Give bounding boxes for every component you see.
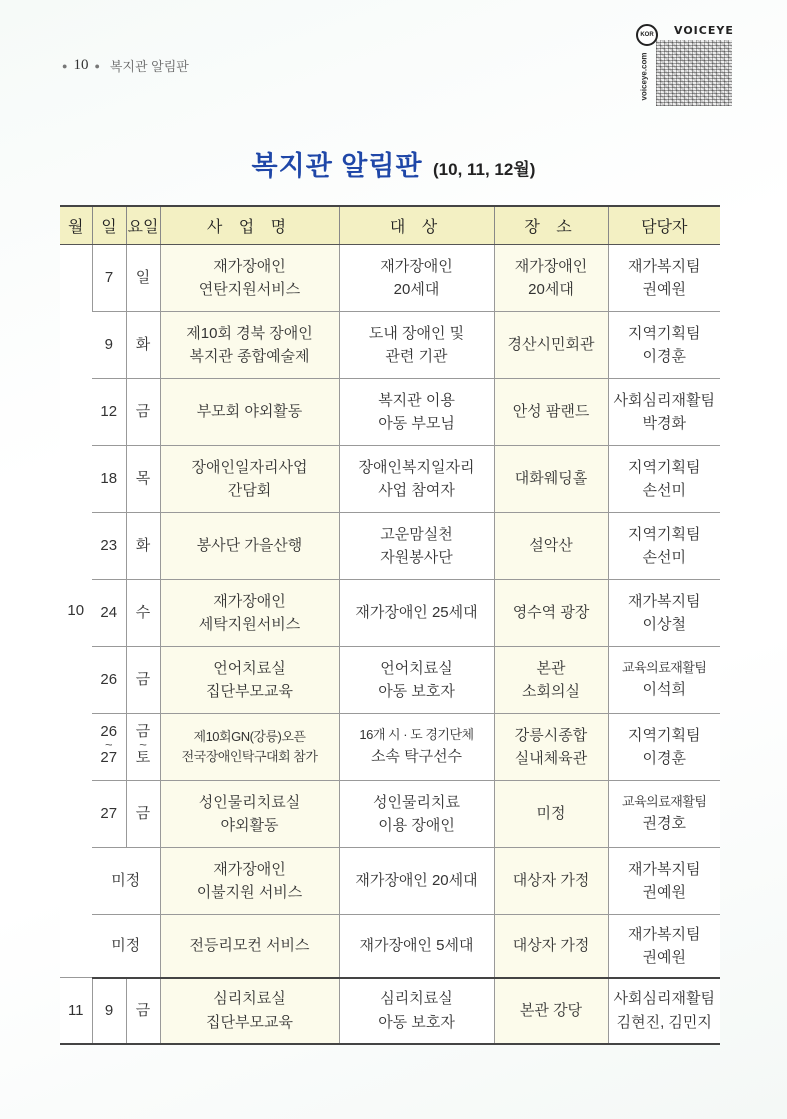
table-row	[60, 245, 720, 312]
col-day: 일	[92, 206, 126, 245]
table-row	[60, 781, 720, 848]
table-row	[60, 312, 720, 379]
program-cell: 성인물리치료실 야외활동	[160, 781, 339, 848]
place-cell: 재가장애인 20세대	[494, 245, 608, 312]
voiceye-logo: VOICEYE	[674, 24, 734, 37]
title-main: 복지관 알림판	[251, 151, 423, 181]
manager-cell: 재가복지팀 이상철	[608, 580, 720, 647]
program-cell: 언어치료실 집단부모교육	[160, 647, 339, 714]
table-row	[60, 580, 720, 647]
page-header	[62, 56, 189, 75]
program-cell: 장애인일자리사업 간담회	[160, 446, 339, 513]
col-program: 사 업 명	[160, 206, 339, 245]
weekday-cell: 금	[126, 978, 160, 1044]
place-cell: 설악산	[494, 513, 608, 580]
bullet-icon: ●	[94, 60, 100, 71]
date-cell: 미정	[92, 848, 160, 915]
voiceye-url: voiceye.com	[639, 52, 649, 101]
manager-cell: 교육의료재활팀 이석희	[608, 647, 720, 714]
col-month: 월	[60, 206, 92, 245]
day-cell: 26	[92, 647, 126, 714]
day-cell: 9	[92, 978, 126, 1044]
target-cell: 재가장애인 20세대	[339, 245, 494, 312]
manager-cell: 지역기획팀 손선미	[608, 446, 720, 513]
target-cell: 언어치료실 아동 보호자	[339, 647, 494, 714]
weekday-cell: 금	[126, 647, 160, 714]
place-cell: 미정	[494, 781, 608, 848]
place-cell: 대상자 가정	[494, 915, 608, 978]
manager-cell: 지역기획팀 손선미	[608, 513, 720, 580]
manager-cell: 재가복지팀 권예원	[608, 245, 720, 312]
place-cell: 경산시민회관	[494, 312, 608, 379]
tilde-separator: ~	[104, 737, 113, 753]
manager-cell: 지역기획팀 이경훈	[608, 714, 720, 781]
place-cell: 안성 팜랜드	[494, 379, 608, 446]
weekday-cell: 화	[126, 513, 160, 580]
table-row	[60, 714, 720, 781]
target-cell: 16개 시 · 도 경기단체 소속 탁구선수	[339, 714, 494, 781]
program-cell: 제10회 경북 장애인 복지관 종합예술제	[160, 312, 339, 379]
page-title	[0, 144, 787, 183]
program-cell: 전등리모컨 서비스	[160, 915, 339, 978]
program-cell: 재가장애인 연탄지원서비스	[160, 245, 339, 312]
weekday-cell: 금	[126, 781, 160, 848]
program-cell: 재가장애인 세탁지원서비스	[160, 580, 339, 647]
target-cell: 재가장애인 5세대	[339, 915, 494, 978]
bullet-icon: ●	[62, 60, 68, 71]
manager-cell: 재가복지팀 권예원	[608, 848, 720, 915]
manager-cell: 사회심리재활팀 김현진, 김민지	[608, 978, 720, 1044]
manager-cell: 재가복지팀 권예원	[608, 915, 720, 978]
table-row	[60, 848, 720, 915]
weekday-cell: 목	[126, 446, 160, 513]
target-cell: 도내 장애인 및 관련 기관	[339, 312, 494, 379]
target-cell: 심리치료실 아동 보호자	[339, 978, 494, 1044]
day-cell: 9	[92, 312, 126, 379]
voiceye-barcode	[656, 40, 732, 106]
tilde-separator: ~	[139, 737, 147, 753]
weekday-cell: 화	[126, 312, 160, 379]
kor-mark-icon: KOR	[636, 24, 658, 46]
weekday-cell: 수	[126, 580, 160, 647]
voiceye-code	[636, 24, 732, 108]
table-row	[60, 647, 720, 714]
weekday-cell: 금 ~ 토	[126, 714, 160, 781]
table-row	[60, 379, 720, 446]
target-cell: 재가장애인 25세대	[339, 580, 494, 647]
weekday-cell: 일	[126, 245, 160, 312]
program-cell: 봉사단 가을산행	[160, 513, 339, 580]
day-cell: 7	[92, 245, 126, 312]
table-row	[60, 446, 720, 513]
manager-cell: 사회심리재활팀 박경화	[608, 379, 720, 446]
page-number: 10	[73, 57, 89, 73]
program-cell: 심리치료실 집단부모교육	[160, 978, 339, 1044]
schedule-table	[60, 205, 720, 1045]
table-row	[60, 978, 720, 1044]
place-cell: 대상자 가정	[494, 848, 608, 915]
program-cell: 재가장애인 이불지원 서비스	[160, 848, 339, 915]
col-weekday: 요일	[126, 206, 160, 245]
target-cell: 성인물리치료 이용 장애인	[339, 781, 494, 848]
target-cell: 복지관 이용 아동 부모님	[339, 379, 494, 446]
day-cell: 27	[92, 781, 126, 848]
place-cell: 영수역 광장	[494, 580, 608, 647]
day-cell: 18	[92, 446, 126, 513]
month-cell: 10	[60, 245, 92, 978]
day-cell: 12	[92, 379, 126, 446]
manager-cell: 지역기획팀 이경훈	[608, 312, 720, 379]
place-cell: 대화웨딩홀	[494, 446, 608, 513]
target-cell: 고운맘실천 자원봉사단	[339, 513, 494, 580]
manager-cell: 교육의료재활팀 권경호	[608, 781, 720, 848]
day-cell: 23	[92, 513, 126, 580]
program-cell: 제10회GN(강릉)오픈 전국장애인탁구대회 참가	[160, 714, 339, 781]
date-cell: 미정	[92, 915, 160, 978]
day-cell: 26 ~ 27	[92, 714, 126, 781]
table-row	[60, 513, 720, 580]
title-sub: (10, 11, 12월)	[433, 160, 536, 179]
target-cell: 재가장애인 20세대	[339, 848, 494, 915]
place-cell: 본관 소회의실	[494, 647, 608, 714]
col-target: 대 상	[339, 206, 494, 245]
month-cell: 11	[60, 978, 92, 1044]
table-row	[60, 915, 720, 978]
target-cell: 장애인복지일자리 사업 참여자	[339, 446, 494, 513]
section-title: 복지관 알림판	[109, 59, 189, 74]
col-place: 장 소	[494, 206, 608, 245]
weekday-cell: 금	[126, 379, 160, 446]
place-cell: 본관 강당	[494, 978, 608, 1044]
place-cell: 강릉시종합 실내체육관	[494, 714, 608, 781]
col-manager: 담당자	[608, 206, 720, 245]
table-header-row	[60, 206, 720, 245]
day-cell: 24	[92, 580, 126, 647]
program-cell: 부모회 야외활동	[160, 379, 339, 446]
